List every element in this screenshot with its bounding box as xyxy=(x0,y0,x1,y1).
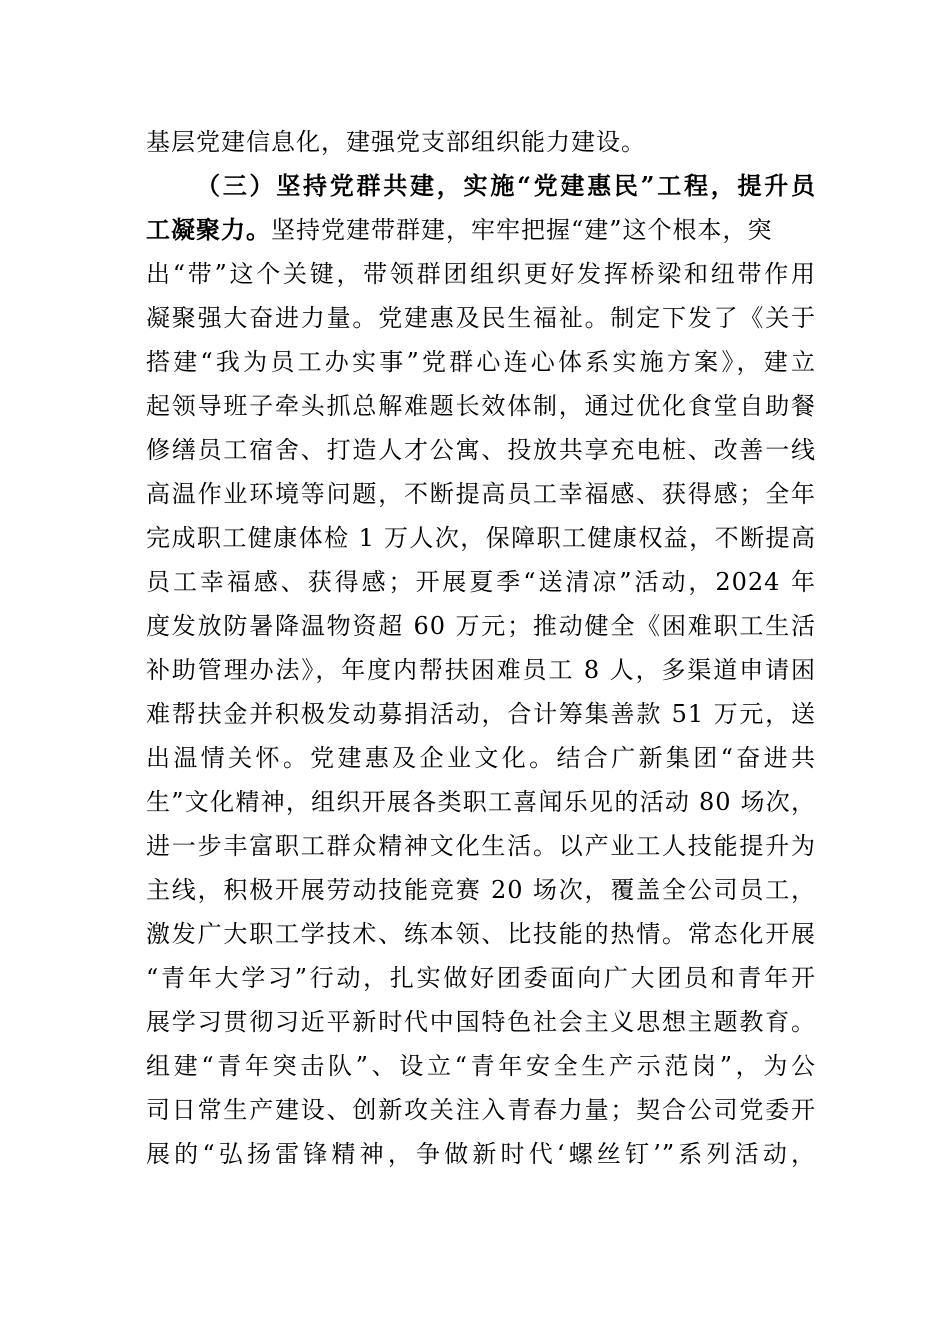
body-text xyxy=(146,120,816,1176)
paragraph-line: 进一步丰富职工群众精神文化生活。以产业工人技能提升为 xyxy=(146,832,816,860)
section-heading-line: （三）坚持党群共建，实施“党建惠民”工程，提升员 xyxy=(196,171,816,200)
paragraph-line: 展的“弘扬雷锋精神，争做新时代‘螺丝钉’”系列活动， xyxy=(146,1140,816,1168)
paragraph-line: 补助管理办法》，年度内帮扶困难员工 8 人，多渠道申请困 xyxy=(146,656,816,684)
paragraph-line: 凝聚强大奋进力量。党建惠及民生福祉。制定下发了《关于 xyxy=(146,304,816,332)
paragraph-line: 难帮扶金并积极发动募捐活动，合计筹集善款 51 万元，送 xyxy=(146,700,816,728)
paragraph-line: 激发广大职工学技术、练本领、比技能的热情。常态化开展 xyxy=(146,920,816,948)
paragraph-line: “青年大学习”行动，扎实做好团委面向广大团员和青年开 xyxy=(146,964,816,992)
paragraph-line: 司日常生产建设、创新攻关注入青春力量；契合公司党委开 xyxy=(146,1096,816,1124)
paragraph-line: 展学习贯彻习近平新时代中国特色社会主义思想主题教育。 xyxy=(146,1008,816,1036)
paragraph-line: 生”文化精神，组织开展各类职工喜闻乐见的活动 80 场次， xyxy=(146,788,816,816)
paragraph-line: 主线，积极开展劳动技能竞赛 20 场次，覆盖全公司员工， xyxy=(146,876,816,904)
section-heading-tail: 工凝聚力。 xyxy=(146,215,271,244)
paragraph-line: 高温作业环境等问题，不断提高员工幸福感、获得感；全年 xyxy=(146,480,816,508)
paragraph-line: 出温情关怀。党建惠及企业文化。结合广新集团“奋进共 xyxy=(146,744,816,772)
paragraph-line xyxy=(146,208,816,252)
paragraph-line: 起领导班子牵头抓总解难题长效体制，通过优化食堂自助餐 xyxy=(146,392,816,420)
paragraph-text: 坚持党建带群建，牢牢把握“建”这个根本，突 xyxy=(271,216,773,244)
paragraph-line: 度发放防暑降温物资超 60 万元；推动健全《困难职工生活 xyxy=(146,612,816,640)
paragraph-line: 修缮员工宿舍、打造人才公寓、投放共享充电桩、改善一线 xyxy=(146,436,816,464)
paragraph-line: 搭建“我为员工办实事”党群心连心体系实施方案》，建立 xyxy=(146,348,816,376)
paragraph-line: 组建“青年突击队”、设立“青年安全生产示范岗”，为公 xyxy=(146,1052,816,1080)
paragraph-line: 出“带”这个关键，带领群团组织更好发挥桥梁和纽带作用 xyxy=(146,260,816,288)
paragraph-line: 员工幸福感、获得感；开展夏季“送清凉”活动，2024 年 xyxy=(146,568,816,596)
paragraph-line: 基层党建信息化，建强党支部组织能力建设。 xyxy=(146,128,646,156)
paragraph-line: 完成职工健康体检 1 万人次，保障职工健康权益，不断提高 xyxy=(146,524,816,552)
